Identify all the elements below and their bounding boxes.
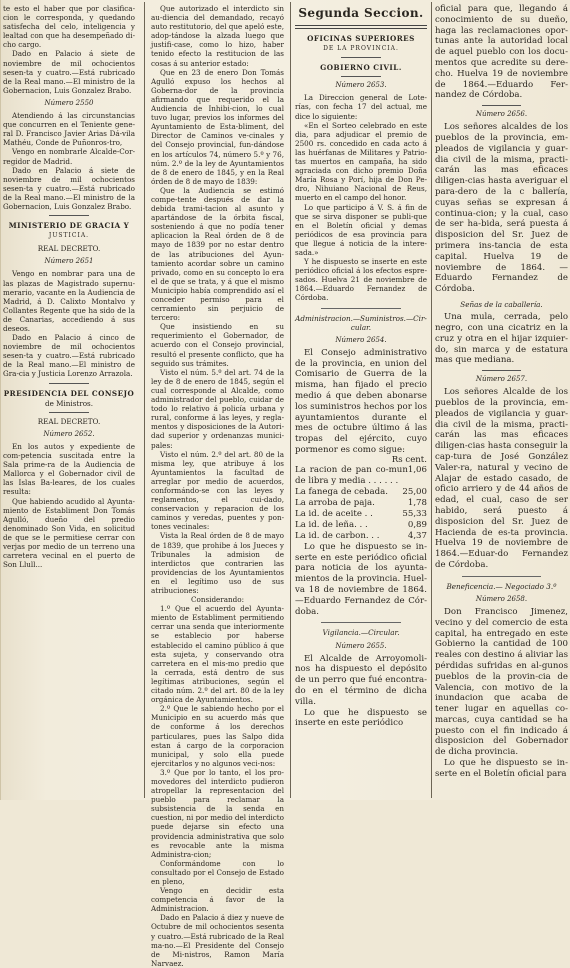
paragraph: Vengo en decidir esta competencia á favor de la Administracion. [151,886,284,914]
double-rule [295,25,427,29]
section-heading: PRESIDENCIA DEL CONSEJO [3,388,135,398]
price-value: 1,06 [407,464,427,475]
paragraph: Una mula, cerrada, pelo negro, con una cicatriz en la cruz y otra en el hijar izquier-do, sin marca y de estatura mas que mediana. [435,312,568,366]
price-row [295,465,427,487]
price-value: 55,33 [402,508,427,519]
paragraph: Vengo en nombrarle Alcalde-Cor-regidor de Madrid. [3,147,135,166]
price-item: La id. de carbon. . . [295,530,380,541]
column-4 [435,4,568,796]
paragraph: Los señores alcaldes de los pueblos de la provincia, em-pleados de vigilancia y guar-dia civil de la misma, practi-carán las mas eficaces diligen-cias hasta averiguar el para-dero de la c ballería, cuyas señas se expresan á continua-cion; y la cual, caso de ser ha-bida, será puesta á disposicion del Sr. Juez de primera ins-tancia de esta capital. Huelva 19 de noviembre de 1864. —Eduardo Fernandez de Córdoba. [435,122,568,295]
item-number: Número 2653. [335,81,387,90]
paragraph: 1.º Que el acuerdo del Ayunta-miento de Establiment permitiendo cerrar una senda que interiormente se establecio por haberse establecido el camino público á que esta sujeta, y conservando otra carretera en el mis-mo predio que la cerrada, está dentro de sus legítimas atribuciones, según el citado núm. 2.º del art. 80 de la ley orgánica de Ayuntamientos. [151,604,284,705]
paragraph: Vengo en nombrar para una de las plazas de Magistrado supernu-merario, vacante en la Audiencia de Madrid, á D. Calixto Montalvo y Collantes Regente que ha sido de la de Canarias, accediendo á sus deseos. [3,269,135,333]
price-item: La id. de aceite . . [295,508,373,519]
decree-heading: REAL DECRETO. [37,244,101,254]
paragraph: El Consejo administrativo de la provincia, en union del Comisario de Guerra de la misma, han fijado el precio medio á que deben abonarse los suministros hechos por los ayuntamientos durante el mes de octubre último á las tropas del ejército, cuyo pormenor es como sigue: [295,347,427,455]
item-number: Número 2658. [475,594,528,603]
price-item: La racion de pan co-mun de libra y media . . . . . . [295,464,408,486]
item-number: Número 2652. [43,429,95,438]
paragraph: Visto el núm. 2.º del art. 80 de la misma ley, que atribuye á los Ayuntamientos la facultad de arreglar por medio de acuerdos, conformándo-se con las leyes y reglamentos, el cui-dado, conservacion y reparacion de los caminos y veredas, puentes y pon-tones vecinales: [151,449,284,532]
price-list [295,465,427,542]
paragraph: Don Francisco Jimenez, vecino y del comercio de esta capital, ha entregado en este Gobierno la cantidad de 100 reales con destino á aliviar las pérdidas sufridas en al-gunos pueblos de la provin-cia de Valencia, con motivo de la inundacion que acaba de tener lugar en aquellas co-marcas, cuya cantidad se ha puesto con el fin indicado á disposicion del Gobernador de dicha provincia. [435,606,568,758]
price-value: 4,37 [407,530,427,541]
paragraph: Vista la Real órden de 8 de mayo de 1839, que prohibe á los Jueces y Tribunales la admision de interdictos que contrarien las providencias de los Ayuntamientos en el legítimo uso de sus atribuciones: [151,531,284,595]
paragraph: Los señores Alcalde de los pueblos de la provincia, em-pleados de vigilancia y guar-dia civil de la misma, practi-carán las mas eficaces diligen-cias hasta conseguir la cap-tura de José González Valer-ra, natural y vecino de Alajar de estado casado, de oficio arriero y de 44 años de edad, el cual, caso de ser habido, será puesto á disposicion del Sr. Juez de Hacienda de es-ta provincia. Huelva 19 de noviembre de 1864.—Eduar-do Fernandez de Córdoba. [435,387,568,570]
separator [321,622,400,623]
paragraph: Y he dispuesto se inserte en este periódico oficial á los efectos espre-sados. Huelva 21 de noviembre de 1864.—Eduardo Fernandez de Córdoba. [295,257,427,303]
section-heading: MINISTERIO DE GRACIA Y [8,221,130,231]
separator [49,412,89,413]
price-row [295,509,427,520]
paragraph: Lo que participo á V. S. á fin de que se sirva disponer se publi-que en el Boletín oficial y demas periódicos de esa provincia para que llegue á noticia de la intere-sada.» [295,202,427,257]
item-number: Número 2654. [335,335,387,344]
subsection-label: Beneficencia.— Negociado 3.º [446,581,557,591]
separator [321,308,400,309]
paragraph: En los autos y expediente de com-petencia suscitada entre la Sala prime-ra de la Audiencia de Mallorca y el Gobernador civil de las Islas Ba-leares, de los cuales resulta: [3,441,135,497]
section-title: Segunda Seccion. [298,6,424,20]
paragraph: Que la Audiencia se estimó compe-tente después de dar la debida trami-tacion al asunto y apartándose de la órbita fiscal, sosteniendo á que no podía tener aplicacion la Real órden de 8 de mayo de 1839 por no estar dentro de las atribuciones del Ayun-tamiento acordar sobre un camino privado, como en su concepto lo era el de que se trata, y á que el mismo Municipio había comprendido así el conceder permiso para el cerramiento sin perjuicio de tercero: [151,185,284,323]
price-value: 25,00 [402,486,427,497]
item-number: Número 2651 [44,257,94,266]
item-number: Número 2657. [475,375,528,384]
separator [482,105,522,106]
column-rule [290,2,291,798]
paragraph: Considerando: [191,595,244,605]
column-1 [3,4,135,796]
paragraph: Que autorizado el interdicto sin au-diencia del demandado, recayó auto restitutorio, del que apeló este, adop-tándose la alzada luego que justifi-case, como lo hizo, haber tenido efecto la restitucion de las cosas á su anterior estado: [151,4,284,68]
paragraph: Conformándome con lo consultado por el Consejo de Estado en pleno, [151,858,284,886]
paragraph: Lo que he dispuesto se in-serte en el Boletín oficial para [435,758,568,779]
section-subheading: DE LA PROVINCIA. [323,45,399,53]
item-number: Número 2655. [335,641,387,650]
paragraph: Lo que he dispuesto se inserte en este periódico [295,707,427,729]
paragraph: Atendiendo á las circunstancias que concurren en el Teniente gene-ral D. Francisco Javier Arias Dá-vila Mathéu, Conde de Puñonros-tro, [3,111,135,148]
price-row [295,520,427,531]
section-heading: GOBIERNO CIVIL. [320,63,402,73]
paragraph: 3.º Que por lo tanto, el los pro-movedores del interdicto pudieron atropellar la representacion del pueblo para reclamar la subsistencia de la senda en cuestion, ni por medio del interdicto puede dejarse sin efecto una providencia administrativa que solo es revocable ante la misma Administra-cion; [151,767,284,859]
separator [49,215,89,216]
paragraph: Que habiendo acudido al Ayunta-miento de Establiment Don Tomás Agulló, dueño del predio denominado Son Vida, en solicitud de que se le permitiese cerrar con verjas por medio de un terreno una carretera vecinal en el puerto de Son Llull... [3,496,135,570]
subsection-label: Administracion.—Suministros.—Cir-cular. [295,313,427,332]
column-rule [431,2,432,798]
paragraph: La Direccion general de Lote-rías, con fecha 17 del actual, me dice lo siguiente: [295,93,427,121]
price-row [295,531,427,542]
subsection-label: Vigilancia.—Circular. [322,628,400,638]
paragraph: Dado en Palacio á diez y nueve de Octubre de mil ochocientos sesenta y cuatro.—Está rubricado de la Real ma-no.—El Presidente del Consejo de Mi-nistros, Ramon María Narvaez. [151,913,284,968]
subsection-label: Señas de la caballería. [460,300,543,310]
paragraph: te esto el haber que por clasifica-cion le corresponda, y quedando satisfecha del celo, inteligencia y lealtad con que ha desempeñado di-cho cargo. [3,4,135,50]
price-value: 1,78 [407,497,427,508]
price-item: La id. de leña. . . [295,519,368,530]
price-item: La arroba de paja. [295,497,375,508]
price-row [295,498,427,509]
decree-heading: REAL DECRETO. [37,416,101,426]
paragraph: Lo que he dispuesto se in-serte en este periódico oficial para noticia de los ayunta-mientos de la provincia. Huel-va 18 de noviembre de 1864. —Eduardo Fernandez de Cór-doba. [295,541,427,617]
column-2 [151,4,284,968]
item-number: Número 2550 [44,98,94,107]
section-heading: OFICINAS SUPERIORES [307,34,415,43]
paragraph: Dado en Palacio á siete de noviembre de mil ochocientos sesen-ta y cuatro.—Está rubricado de la Real mano.—El ministro de la Gobernacion, Luis Gonzalez Brabo. [3,165,135,211]
separator [49,383,89,384]
paragraph: Que en 23 de enero Don Tomás Agulló expuso los hechos al Goberna-dor de la provincia afirmando que requerido el la Audiencia de Inhibi-cion, lo cual tuvo lugar, previos los informes del Ayuntamiento de Esta-bliment, del Director de Caminos ve-cinales y del Consejo provincial, fun-dándose en los artículos 74, número 5.º y 76, núm. 2.º de la ley de Ayuntamientos de 8 de enero de 1845, y en la Real órden de 8 de mayo de 1839: [151,67,284,186]
paragraph: Visto el núm. 5.º del art. 74 de la ley de 8 de enero de 1845, según el cual corresponde al Alcalde, como administrador del pueblo, cuidar de todo lo relativo á policía urbana y rural, conforme á las leyes, y regla-mentos y disposiciones de la Autori-dad superior y ordenanzas munici-pales: [151,367,284,450]
section-subheading: JUSTICIA. [48,232,90,240]
paragraph: «En el Sorteo celebrado en este dia, para adjudicar el premio de 2500 rs. concedido en cada acto á las huérfanas de Militares y Patrio-tas muertos en campaña, ha sido agraciada con dicho premio Doña María Rosa y Porí, hija de Don Pe-dro, Nihuiano Nacional de Reus, muerto en el campo del honor. [295,120,427,203]
paragraph: Que insistiendo en su requerimiento el Gobernador, de acuerdo con el Consejo provincial, resultó el presente conflicto, que ha seguido sus trámites. [151,322,284,368]
paragraph: oficial para que, llegando á conocimiento de su dueño, haga las reclamaciones opor-tunas ante la autoridad local de aquel pueblo con los docu-mentos que acredite su dere-cho. Huelva 19 de noviembre de 1864.—Eduardo Fer-nandez de Córdoba. [435,4,568,101]
separator [482,370,522,371]
section-subheading: de Ministros. [44,398,94,408]
column-3 [295,4,427,796]
paragraph: Dado en Palacio á siete de noviembre de mil ochocientos sesen-ta y cuatro.—Está rubricado de la Real mano.—El ministro de la Gobernacion, Luis Gonzalez Brabo. [3,49,135,95]
paragraph: 2.º Que le sabiendo hecho por el Municipio en su acuerdo más que de conforme á los derechos particulares, pues las Salpo dida estan á cargo de la corporacion municipal, y solo ella puede ejercitarlos y no algunos veci-nos: [151,704,284,768]
paragraph: Dado en Palacio á cinco de noviembre de mil ochocientos sesen-ta y cuatro.—Está rubricado de la Real mano.—El ministro de Gra-cia y Justicia Lorenzo Arrazola. [3,333,135,379]
separator [341,57,381,58]
item-number: Número 2656. [475,110,528,119]
currency-header: Rs cent. [391,454,427,465]
separator [341,76,381,77]
price-item: La fanega de cebada. [295,486,389,497]
separator [462,576,542,577]
paragraph: El Alcalde de Arroyomoli-nos ha dispuesto el depósito de un perro que fué encontra-do en el término de dicha villa. [295,653,427,707]
price-row [295,487,427,498]
column-rule [144,2,145,798]
price-value: 0,89 [407,519,427,530]
